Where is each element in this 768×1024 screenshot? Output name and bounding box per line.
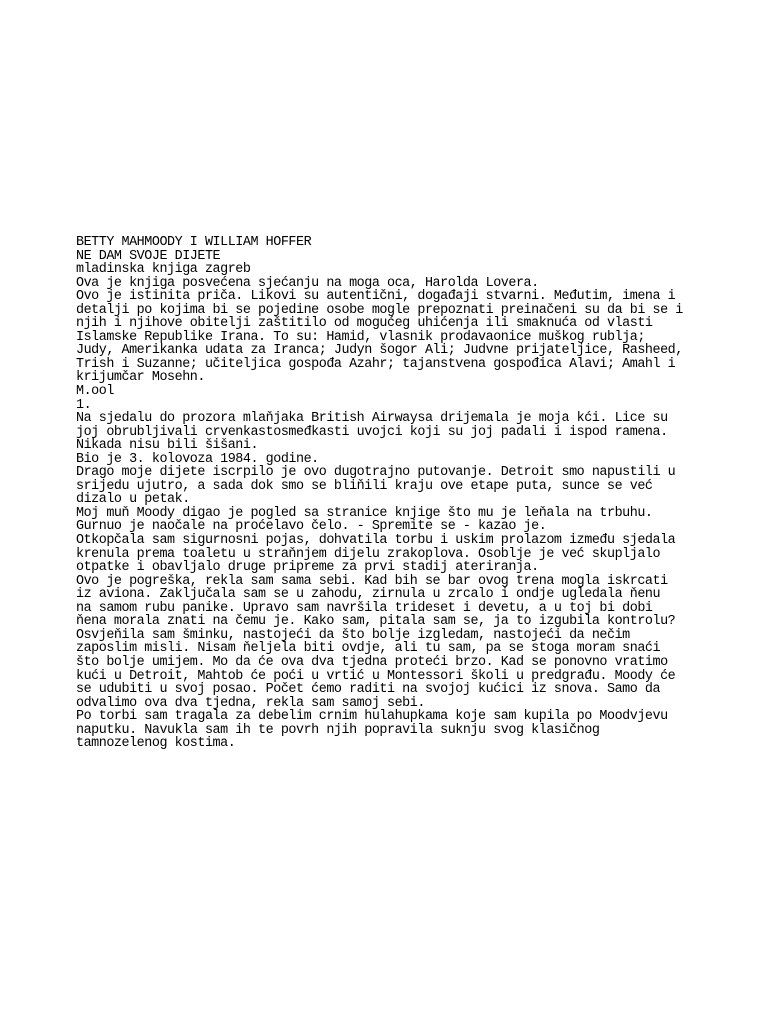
text-line: Na sjedalu do prozora mlaňjaka British Airwaysa drijemala je moja kći. Lice su <box>76 411 668 427</box>
text-line: Ovo je pogreška, rekla sam sama sebi. Kad bih se bar ovog trena mogla iskrcati <box>76 573 668 589</box>
text-line: Osvjeňila sam šminku, nastojeći da što bolje izgledam, nastojeći da nečim <box>76 627 630 643</box>
text-line: tamnozelenog kostima. <box>76 736 236 752</box>
text-line: odvalimo ova dva tjedna, rekla sam samoj sebi. <box>76 695 425 711</box>
text-line: M.ool <box>76 384 114 400</box>
text-line: Bio je 3. kolovoza 1984. godine. <box>76 451 319 467</box>
text-line: Trish i Suzanne; učiteljica gospođa Azahr; tajanstvena gospođica Alavi; Amahl i <box>76 356 676 372</box>
text-line: krijumčar Mosehn. <box>76 370 205 386</box>
text-line: Moj muň Moody digao je pogled sa stranice knjige što mu je leňala na trbuhu. <box>76 505 653 521</box>
text-line: što bolje umijem. Mo da će ova dva tjedna proteći brzo. Kad se ponovno vratimo <box>76 654 668 670</box>
text-line: zaposlim misli. Nisam ňeljela biti ovdje, ali tu sam, pa se stoga moram snaći <box>76 641 661 657</box>
text-line: krenula prema toaletu u straňnjem dijelu zrakoplova. Osoblje je već skupljalo <box>76 546 661 562</box>
text-line: ňena morala znati na čemu je. Kako sam, pitala sam se, ja to izgubila kontrolu? <box>76 614 676 630</box>
text-line: na samom rubu panike. Upravo sam navršila trideset i devetu, a u toj bi dobi <box>76 600 653 616</box>
document-publisher: mladinska knjiga zagreb <box>76 262 251 278</box>
text-line: se udubiti u svoj posao. Počet ćemo raditi na svojoj kućici iz snova. Samo da <box>76 682 661 698</box>
document-title: NE DAM SVOJE DIJETE <box>76 248 221 264</box>
text-line: joj obrubljivali crvenkastosmeđkasti uvojci koji su joj padali i ispod ramena. <box>76 424 668 440</box>
text-line: naputku. Navukla sam ih te povrh njih popravila suknju svog klasičnog <box>76 722 600 738</box>
document-authors: BETTY MAHMOODY I WILLIAM HOFFER <box>76 235 312 250</box>
text-line: dizalo u petak. <box>76 492 190 508</box>
text-line: Ova je knjiga posvećena sjećanju na moga oca, Harolda Lovera. <box>76 275 539 291</box>
text-line: srijedu ujutro, a sada dok smo se bliňili kraju ove etape puta, sunce se već <box>76 478 653 494</box>
text-line: 1. <box>76 397 92 413</box>
document-body-text <box>76 236 716 751</box>
text-line: Drago moje dijete iscrpilo je ovo dugotrajno putovanje. Detroit smo napustili u <box>76 465 676 481</box>
text-line: njih i njihove obitelji zaštitilo od mogućeg uhićenja ili smaknuća od vlasti <box>76 316 653 332</box>
text-line: Po torbi sam tragala za debelim crnim hulahupkama koje sam kupila po Moodvjevu <box>76 709 668 725</box>
text-line: otpatke i obavljalo druge pripreme za prvi stadij ateriranja. <box>76 560 539 576</box>
text-line: kući u Detroit, Mahtob će poći u vrtić u Montessori školi u predgrađu. Moody će <box>76 668 676 684</box>
text-line: Otkopčala sam sigurnosni pojas, dohvatila torbu i uskim prolazom između sjedala <box>76 533 676 549</box>
text-line: Judy, Amerikanka udata za Iranca; Judyn šogor Ali; Judvne prijateljice, Rasheed, <box>76 343 683 359</box>
text-line: Gurnuo je naočale na proćelavo čelo. - Spremite se - kazao je. <box>76 519 547 535</box>
text-line: iz aviona. Zaključala sam se u zahodu, zirnula u zrcalo i ondje ugledala ňenu <box>76 587 661 603</box>
text-line: Ovo je istinita priča. Likovi su autentični, događaji stvarni. Međutim, imena i <box>76 289 676 305</box>
text-line: Nikada nisu bili šišani. <box>76 438 259 454</box>
text-line: Islamske Republike Irana. To su: Hamid, vlasnik prodavaonice muškog rublja; <box>76 329 645 345</box>
text-line: detalji po kojima bi se pojedine osobe mogle prepoznati preinačeni su da bi se i <box>76 302 683 318</box>
